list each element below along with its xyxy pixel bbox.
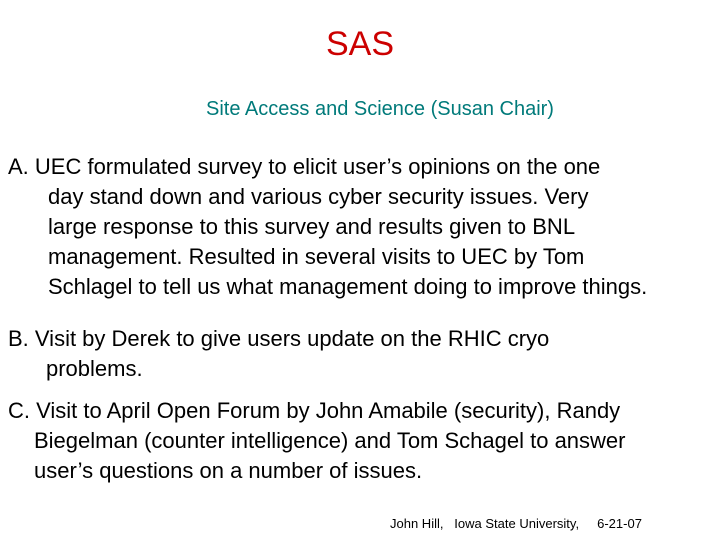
item-a-line: A. UEC formulated survey to elicit user’s opinions on the one [8,154,601,179]
item-b [8,324,549,384]
item-a-line: Schlagel to tell us what management doing to improve things. [48,274,648,299]
item-c-line: Biegelman (counter intelligence) and Tom Schagel to answer [34,428,626,453]
slide-subtitle: Site Access and Science (Susan Chair) [206,98,554,120]
item-c [8,396,626,486]
item-c-line: user’s questions on a number of issues. [34,458,423,483]
item-b-line: B. Visit by Derek to give users update on the RHIC cryo [8,326,550,351]
item-a-line: management. Resulted in several visits to UEC by Tom [48,244,585,269]
item-a-line: large response to this survey and results given to BNL [48,214,576,239]
item-a [8,152,647,302]
item-b-line: problems. [46,356,143,381]
item-c-line: C. Visit to April Open Forum by John Amabile (security), Randy [8,398,621,423]
slide-title: SAS [325,25,395,63]
item-a-line: day stand down and various cyber security issues. Very [48,184,589,209]
slide-footer: John Hill, Iowa State University, 6-21-07 [390,516,642,531]
